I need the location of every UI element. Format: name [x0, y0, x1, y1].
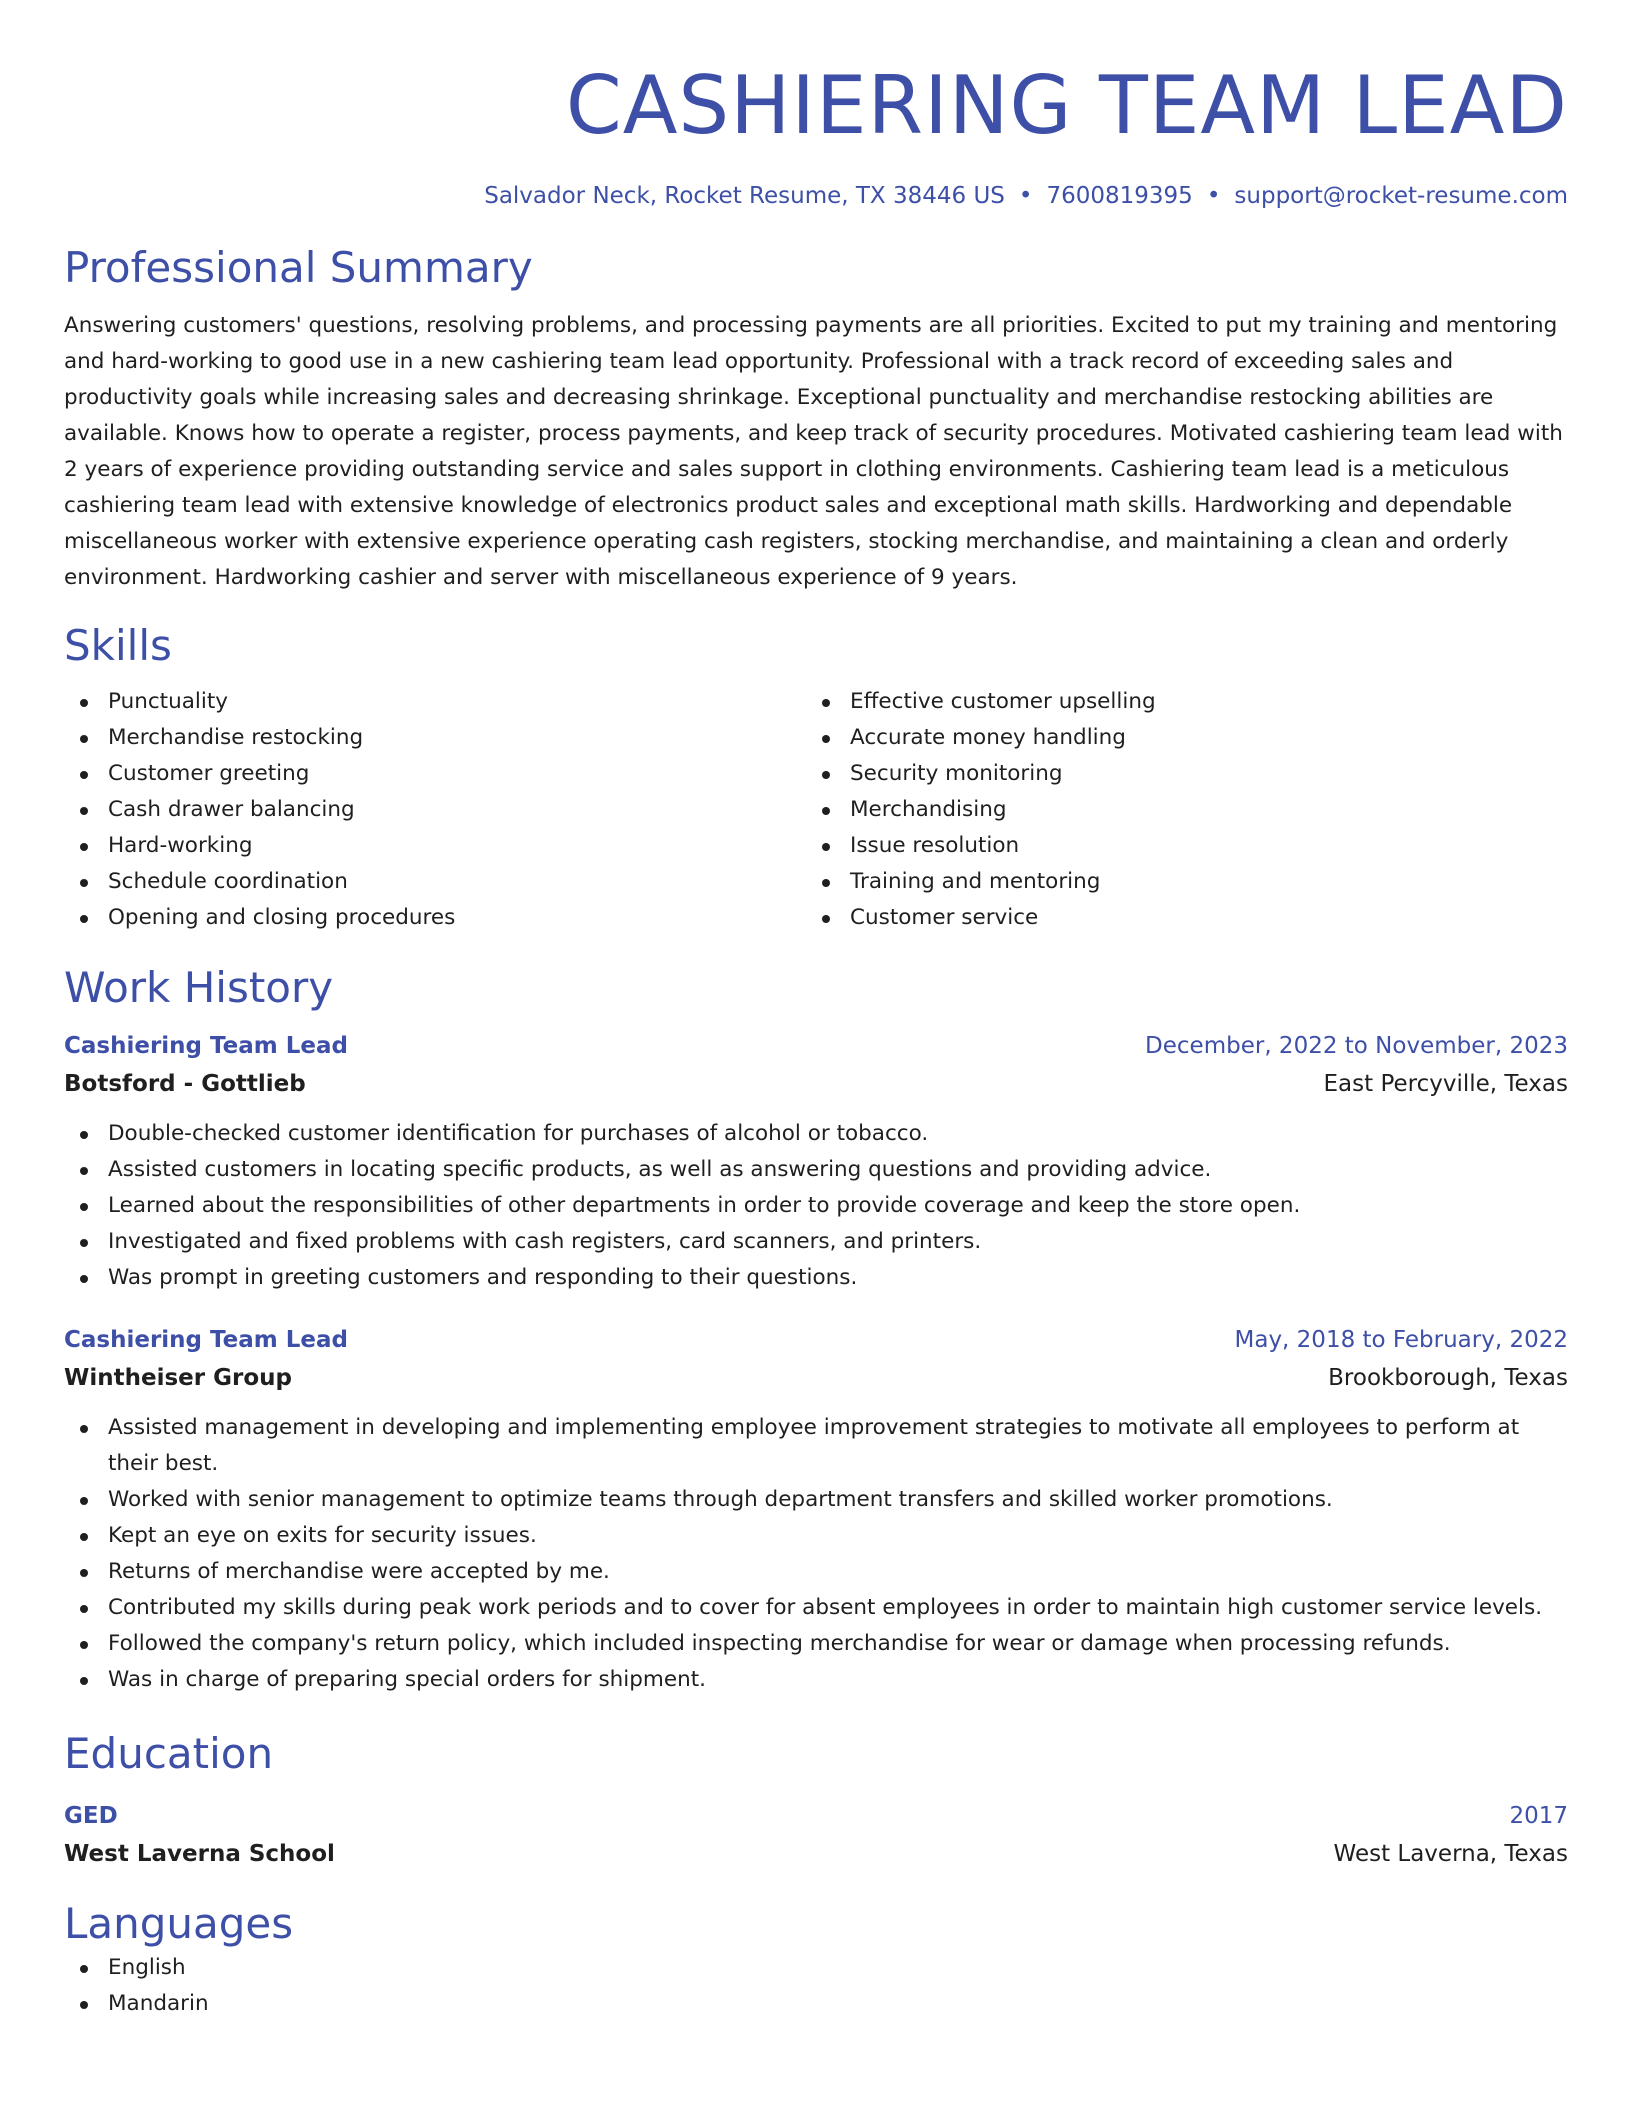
contact-email[interactable]: support@rocket-resume.com: [1234, 183, 1568, 209]
skills-column-right: [806, 684, 1548, 936]
duty-item: Followed the company's return policy, which included inspecting merchandise for wear or damage when processing refunds.: [64, 1626, 1568, 1662]
job-header: [64, 1322, 1568, 1358]
job-title: Cashiering Team Lead: [64, 1327, 348, 1353]
job-title: Cashiering Team Lead: [64, 1033, 348, 1059]
skills-heading: Skills: [64, 621, 172, 670]
education-school: [64, 1834, 1568, 1874]
skill-item: Customer greeting: [64, 756, 806, 792]
skill-item: Training and mentoring: [806, 864, 1548, 900]
duty-item: Contributed my skills during peak work periods and to cover for absent employees in order to maintain high customer service levels.: [64, 1590, 1568, 1626]
education-header: [64, 1798, 1568, 1834]
skill-item: Merchandise restocking: [64, 720, 806, 756]
contact-separator: •: [1018, 183, 1033, 209]
graduation-year: 2017: [1509, 1803, 1568, 1829]
job-dates: May, 2018 to February, 2022: [1234, 1327, 1568, 1353]
job-entry: [64, 1028, 1568, 1296]
job-header: [64, 1028, 1568, 1064]
resume-title: CASHIERING TEAM LEAD: [565, 59, 1568, 152]
duty-item: Learned about the responsibilities of other departments in order to provide coverage and keep the store open.: [64, 1188, 1568, 1224]
contact-phone: 7600819395: [1046, 183, 1193, 209]
summary-text: Answering customers' questions, resolving problems, and processing payments are all priorities. Excited to put my training and mentoring and hard-working to good use in a new cashiering team lead opportunity. Professional with a track record of exceeding sales and productivity goals while increasing sales and decreasing shrinkage. Exceptional punctuality and merchandise restocking abilities are available. Knows how to operate a register, process payments, and keep track of security procedures. Motivated cashiering team lead with 2 years of experience providing outstanding service and sales support in clothing environments. Cashiering team lead is a meticulous cashiering team lead with extensive knowledge of electronics product sales and exceptional math skills. Hardworking and dependable miscellaneous worker with extensive experience operating cash registers, stocking merchandise, and maintaining a clean and orderly environment. Hardworking cashier and server with miscellaneous experience of 9 years.: [64, 313, 1563, 590]
job-duties: [64, 1410, 1568, 1698]
skill-item: Hard-working: [64, 828, 806, 864]
work-history-heading: Work History: [64, 963, 334, 1012]
company-name: Wintheiser Group: [64, 1365, 292, 1391]
language-item: English: [64, 1950, 1568, 1986]
duty-item: Returns of merchandise were accepted by me.: [64, 1554, 1568, 1590]
skill-item: Security monitoring: [806, 756, 1548, 792]
languages-list: [64, 1950, 1568, 2022]
skill-item: Merchandising: [806, 792, 1548, 828]
company-name: Botsford - Gottlieb: [64, 1071, 306, 1097]
skill-item: Schedule coordination: [64, 864, 806, 900]
education-heading: Education: [64, 1729, 274, 1778]
job-duties: [64, 1116, 1568, 1296]
duty-item: Assisted management in developing and implementing employee improvement strategies to motivate all employees to perform at their best.: [64, 1410, 1568, 1482]
job-location: Brookborough, Texas: [1328, 1365, 1568, 1391]
languages-heading: Languages: [64, 1899, 294, 1948]
duty-item: Investigated and fixed problems with cash registers, card scanners, and printers.: [64, 1224, 1568, 1260]
job-location: East Percyville, Texas: [1323, 1071, 1568, 1097]
school-location: West Laverna, Texas: [1333, 1841, 1568, 1867]
skills-column-left: [64, 684, 806, 936]
duty-item: Was prompt in greeting customers and responding to their questions.: [64, 1260, 1568, 1296]
contact-separator: •: [1206, 183, 1221, 209]
degree: GED: [64, 1803, 118, 1829]
job-employer: [64, 1064, 1568, 1104]
job-employer: [64, 1358, 1568, 1398]
language-item: Mandarin: [64, 1986, 1568, 2022]
contact-line: [64, 180, 1568, 212]
skill-item: Issue resolution: [806, 828, 1548, 864]
contact-address: Salvador Neck, Rocket Resume, TX 38446 US: [484, 183, 1005, 209]
skill-item: Punctuality: [64, 684, 806, 720]
school-name: West Laverna School: [64, 1841, 335, 1867]
duty-item: Double-checked customer identification for purchases of alcohol or tobacco.: [64, 1116, 1568, 1152]
skill-item: Effective customer upselling: [806, 684, 1548, 720]
duty-item: Assisted customers in locating specific products, as well as answering questions and providing advice.: [64, 1152, 1568, 1188]
duty-item: Kept an eye on exits for security issues.: [64, 1518, 1568, 1554]
duty-item: Was in charge of preparing special orders for shipment.: [64, 1662, 1568, 1698]
job-dates: December, 2022 to November, 2023: [1145, 1033, 1568, 1059]
skill-item: Accurate money handling: [806, 720, 1548, 756]
skill-item: Customer service: [806, 900, 1548, 936]
duty-item: Worked with senior management to optimize teams through department transfers and skilled worker promotions.: [64, 1482, 1568, 1518]
skill-item: Cash drawer balancing: [64, 792, 806, 828]
summary-heading: Professional Summary: [64, 243, 533, 292]
job-entry: [64, 1322, 1568, 1698]
skills-list: [64, 684, 1568, 936]
education-entry: [64, 1798, 1568, 1874]
skill-item: Opening and closing procedures: [64, 900, 806, 936]
